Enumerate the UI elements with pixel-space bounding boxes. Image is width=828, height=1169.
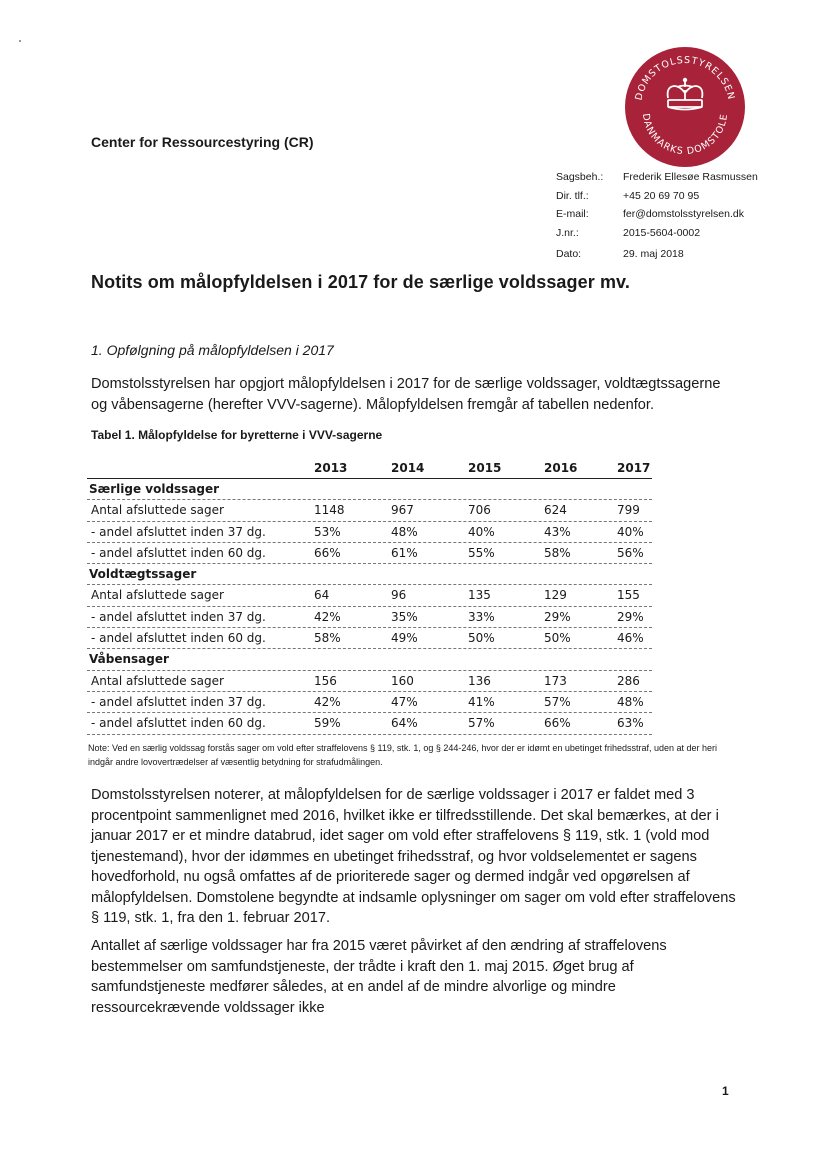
page-number: 1	[722, 1084, 729, 1098]
table-cell: 29%	[617, 609, 644, 624]
table-cell: 42%	[314, 609, 341, 624]
table-cell: 59%	[314, 716, 341, 731]
year-header: 2016	[544, 461, 578, 475]
table-row	[87, 585, 652, 606]
table-cell: 57%	[468, 716, 495, 731]
table-row	[87, 500, 652, 521]
case-metadata	[556, 168, 758, 264]
table-cell: 136	[468, 673, 491, 688]
group-name: Våbensager	[89, 652, 169, 667]
table-cell: 967	[391, 503, 414, 518]
table-cell: 46%	[617, 631, 644, 646]
meta-value: +45 20 69 70 95	[623, 189, 700, 202]
document-title: Notits om målopfyldelsen i 2017 for de særlige voldssager mv.	[91, 272, 630, 292]
group-name: Særlige voldssager	[89, 482, 220, 496]
table-cell: 64%	[391, 716, 418, 731]
table-cell: 43%	[544, 524, 571, 539]
meta-label: Sagsbeh.:	[556, 171, 604, 183]
year-header: 2014	[391, 461, 425, 475]
table-row	[87, 713, 652, 734]
table-cell: 96	[391, 588, 407, 603]
table-cell: 57%	[544, 694, 571, 709]
table-cell: 41%	[468, 694, 495, 709]
row-label: - andel afsluttet inden 60 dg.	[91, 631, 266, 646]
meta-label: J.nr.:	[556, 226, 579, 239]
table-cell: 58%	[544, 545, 571, 560]
table-row	[87, 628, 652, 649]
table-cell: 49%	[391, 631, 418, 646]
table-group-row	[87, 479, 652, 500]
meta-value: 29. maj 2018	[623, 248, 684, 260]
meta-row	[556, 224, 758, 243]
table-row	[87, 522, 652, 543]
table-group-row	[87, 564, 652, 585]
table-cell: 1148	[314, 503, 345, 518]
table-cell: 155	[617, 588, 640, 603]
assessment-paragraph: Domstolsstyrelsen noterer, at målopfyldelsen for de særlige voldssager i 2017 er faldet med 3 procentpoint sammenlignet med 2016, hvilket ikke er tilfredsstillende. Det skal bemærkes, at der i januar 2017 er et mindre databrud, idet sager om vold efter straffelovens § 119, stk. 1 (vold mod tjenestemand), hvor der idømmes en ubetinget frihedsstraf, og hvor voldselementet er sagens hovedforhold, nu også omfattes af de prioriterede sager og dermed indgår ved opgørelsen af målopfyldelsen. Domstolene begyndte at indsamle oplysninger om sager om vold efter straffelovens § 119, stk. 1, fra den 1. februar 2017.	[91, 787, 736, 926]
department-name: Center for Ressourcestyring (CR)	[91, 134, 314, 150]
intro-paragraph: Domstolsstyrelsen har opgjort målopfyldelsen i 2017 for de særlige voldssager, voldtægtssagerne og våbensagerne (herefter VVV-sagerne). Målopfyldelsen fremgår af tabellen nedenfor.	[91, 376, 721, 413]
row-label: - andel afsluttet inden 60 dg.	[91, 545, 266, 560]
table-cell: 799	[617, 503, 640, 518]
row-label: Antal afsluttede sager	[91, 503, 224, 518]
table-cell: 173	[544, 673, 567, 688]
table-group-row	[87, 649, 652, 670]
table-cell: 35%	[391, 609, 418, 624]
year-header: 2013	[314, 461, 348, 475]
row-label: Antal afsluttede sager	[91, 588, 224, 603]
meta-row	[556, 205, 758, 224]
scan-speck	[19, 40, 21, 42]
community-service-paragraph: Antallet af særlige voldssager har fra 2015 været påvirket af den ændring af straffelovens bestemmelser om samfundstjeneste, der trådte i kraft den 1. maj 2015. Øget brug af samfundstjeneste medfører således, at en andel af de mindre alvorlige og mindre ressourcekrævende voldssager ikke	[91, 938, 667, 1016]
table-cell: 706	[468, 503, 491, 518]
domstolsstyrelsen-logo	[624, 46, 746, 168]
row-label: - andel afsluttet inden 37 dg.	[91, 694, 266, 709]
table-cell: 53%	[314, 524, 341, 539]
table-cell: 50%	[468, 631, 495, 646]
table-cell: 64	[314, 588, 330, 603]
table-cell: 160	[391, 673, 414, 688]
table-note: Note: Ved en særlig voldssag forstås sager om vold efter straffelovens § 119, stk. 1, og § 244-246, hvor der er idømt en ubetinget frihedsstraf, uden at der heri indgår andre lovovertrædelser af væsentlig betydning for strafudmålingen.	[88, 743, 718, 767]
row-label: Antal afsluttede sager	[91, 673, 224, 688]
table-cell: 286	[617, 673, 640, 688]
table-cell: 63%	[617, 716, 644, 731]
table-cell: 624	[544, 503, 567, 518]
svg-text:DOMSTOLSSTYRELSEN: DOMSTOLSSTYRELSEN	[633, 54, 737, 102]
meta-row	[556, 187, 758, 206]
table-cell: 48%	[391, 524, 418, 539]
table-row	[87, 671, 652, 692]
table-cell: 56%	[617, 545, 644, 560]
table-cell: 48%	[617, 694, 644, 709]
meta-value: 2015-5604-0002	[623, 226, 701, 239]
table-cell: 156	[314, 673, 337, 688]
table-cell: 42%	[314, 694, 341, 709]
table-header-row	[87, 454, 652, 479]
section-heading: 1. Opfølgning på målopfyldelsen i 2017	[91, 342, 334, 358]
table-cell: 55%	[468, 545, 495, 560]
table-cell: 29%	[544, 609, 571, 624]
table-cell: 129	[544, 588, 567, 603]
table-caption: Tabel 1. Målopfyldelse for byretterne i VVV-sagerne	[91, 428, 383, 442]
table-row	[87, 607, 652, 628]
table-row	[87, 543, 652, 564]
meta-value: fer@domstolsstyrelsen.dk	[623, 208, 744, 220]
table-cell: 66%	[314, 545, 341, 560]
meta-value: Frederik Ellesøe Rasmussen	[623, 171, 758, 183]
row-label: - andel afsluttet inden 37 dg.	[91, 609, 266, 624]
table-cell: 47%	[391, 694, 418, 709]
meta-row	[556, 245, 758, 264]
row-label: - andel afsluttet inden 60 dg.	[91, 716, 266, 731]
meta-label: Dir. tlf.:	[556, 189, 589, 202]
table-cell: 40%	[468, 524, 495, 539]
table-cell: 50%	[544, 631, 571, 646]
year-header: 2017	[617, 461, 651, 475]
meta-label: E-mail:	[556, 208, 589, 220]
meta-label: Dato:	[556, 248, 582, 260]
table-cell: 33%	[468, 609, 495, 624]
table-cell: 58%	[314, 631, 341, 646]
target-fulfilment-table	[87, 454, 652, 735]
table-cell: 135	[468, 588, 491, 603]
group-name: Voldtægtssager	[89, 567, 197, 582]
table-cell: 40%	[617, 524, 644, 539]
meta-row	[556, 168, 758, 187]
table-cell: 66%	[544, 716, 571, 731]
svg-text:DANMARKS DOMSTOLE: DANMARKS DOMSTOLE	[639, 112, 731, 158]
table-cell: 61%	[391, 545, 418, 560]
table-row	[87, 692, 652, 713]
year-header: 2015	[468, 461, 502, 475]
row-label: - andel afsluttet inden 37 dg.	[91, 524, 266, 539]
